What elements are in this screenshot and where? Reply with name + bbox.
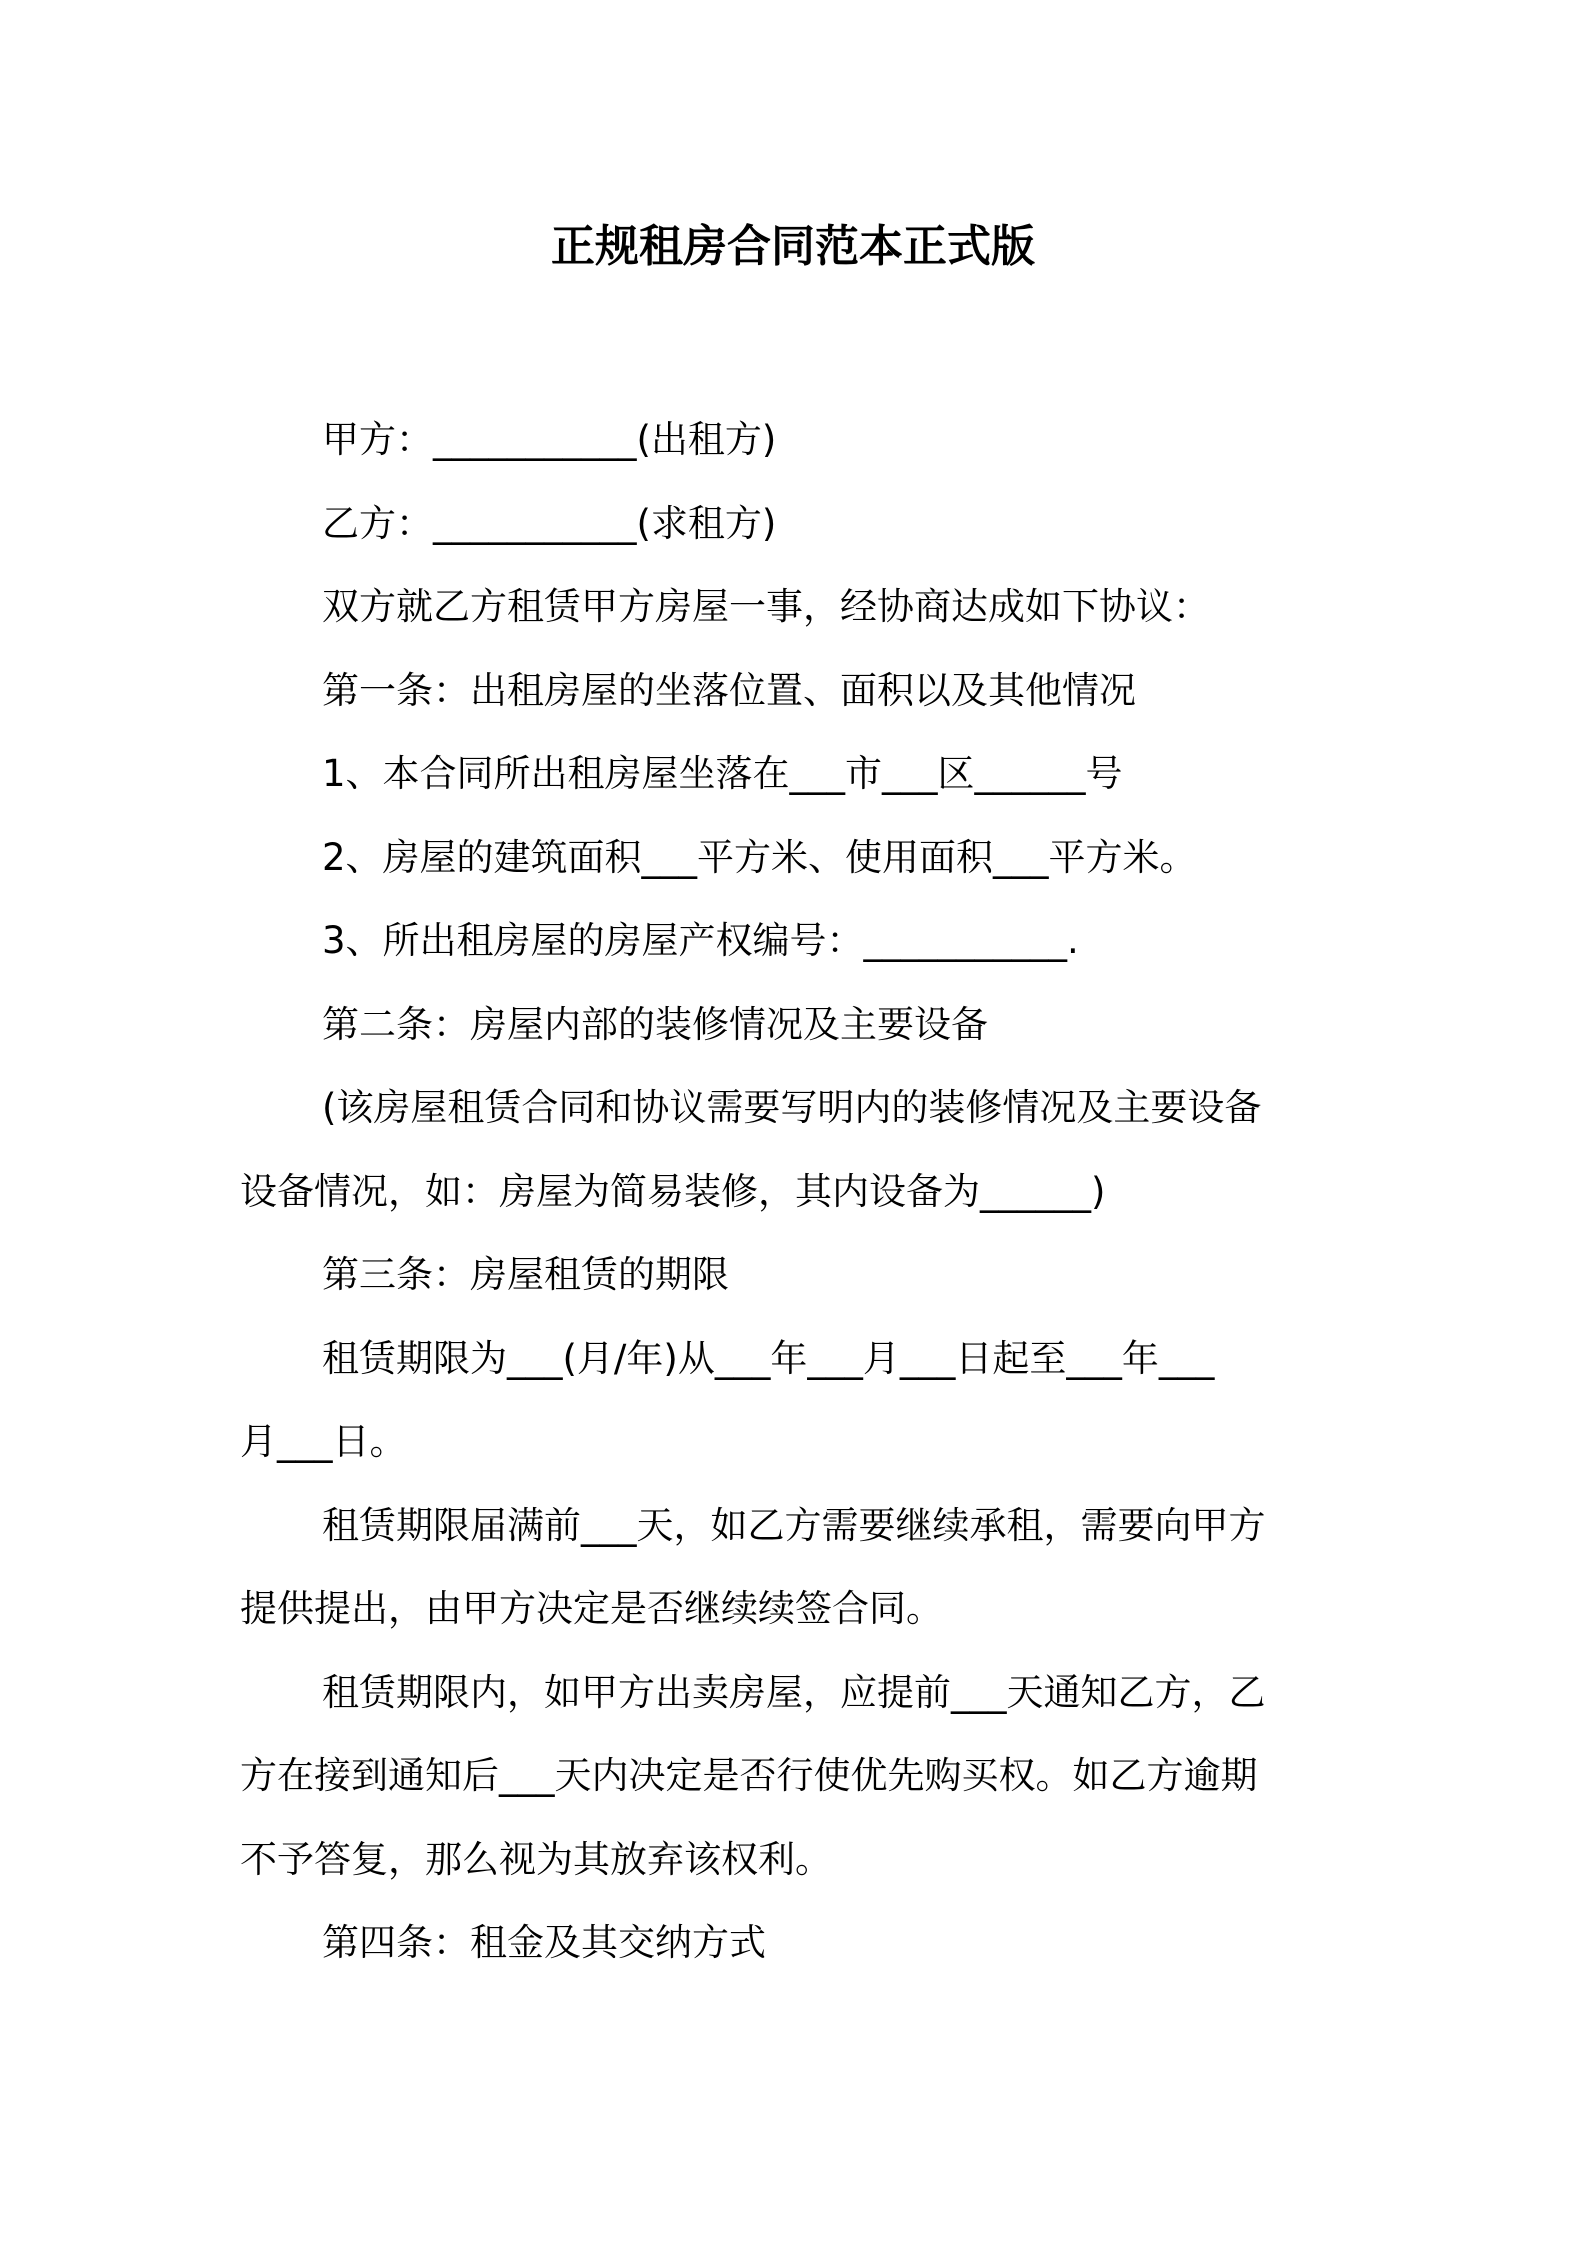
article-1-heading: 第一条：出租房屋的坐落位置、面积以及其他情况 — [322, 669, 1136, 712]
article-2-note-line-2: 设备情况，如：房屋为简易装修，其内设备为______) — [240, 1170, 1106, 1213]
clause-1-2: 2、房屋的建筑面积___平方米、使用面积___平方米。 — [322, 836, 1197, 879]
sale-notice-line-3: 不予答复，那么视为其放弃该权利。 — [240, 1838, 832, 1881]
clause-1-1: 1、本合同所出租房屋坐落在___市___区______号 — [322, 752, 1123, 795]
agreement-intro: 双方就乙方租赁甲方房屋一事，经协商达成如下协议： — [322, 585, 1210, 628]
sale-notice-line-1: 租赁期限内，如甲方出卖房屋，应提前___天通知乙方，乙 — [322, 1671, 1266, 1714]
article-4-heading: 第四条：租金及其交纳方式 — [322, 1921, 766, 1964]
lease-term-line-2: 月___日。 — [240, 1420, 407, 1463]
sale-notice-line-2: 方在接到通知后___天内决定是否行使优先购买权。如乙方逾期 — [240, 1754, 1258, 1797]
article-3-heading: 第三条：房屋租赁的期限 — [322, 1253, 729, 1296]
lease-term-line-1: 租赁期限为___(月/年)从___年___月___日起至___年___ — [322, 1337, 1215, 1380]
article-2-note-line-1: (该房屋租赁合同和协议需要写明内的装修情况及主要设备 — [322, 1086, 1262, 1129]
party-b-line: 乙方：___________(求租方) — [322, 502, 777, 545]
article-2-heading: 第二条：房屋内部的装修情况及主要设备 — [322, 1003, 988, 1046]
clause-1-3: 3、所出租房屋的房屋产权编号：___________. — [322, 919, 1079, 962]
renewal-line-1: 租赁期限届满前___天，如乙方需要继续承租，需要向甲方 — [322, 1504, 1266, 1547]
renewal-line-2: 提供提出，由甲方决定是否继续续签合同。 — [240, 1587, 943, 1630]
document-title: 正规租房合同范本正式版 — [551, 221, 1035, 272]
party-a-line: 甲方：___________(出租方) — [322, 418, 777, 461]
